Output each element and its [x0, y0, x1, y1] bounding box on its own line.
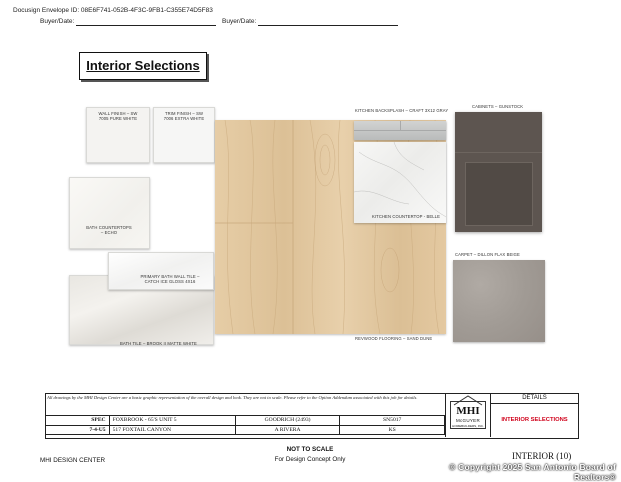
spec-cell: 7-4-U5	[46, 425, 110, 435]
not-to-scale-text: NOT TO SCALE	[286, 446, 334, 453]
kitchen-backsplash-swatch	[354, 121, 446, 140]
backsplash-grout	[354, 130, 446, 131]
buyer-date-label-1: Buyer/Date:	[40, 18, 75, 25]
carpet-swatch	[453, 260, 545, 342]
spec-cell: 517 FOXTAIL CANYON	[109, 425, 235, 435]
design-concept-text: For Design Concept Only	[274, 456, 346, 463]
spec-cell: A RIVERA	[235, 425, 340, 435]
spec-cell: KS	[340, 425, 445, 435]
bath-countertops-label: BATH COUNTERTOPS – ECHO	[86, 225, 132, 235]
buyer-date-line-1	[76, 25, 216, 26]
spec-cell: SPEC	[46, 416, 110, 426]
envelope-id: Docusign Envelope ID: 08E6F741-052B-4F3C-9FB1-C355E74D5F83	[13, 7, 213, 14]
kitchen-countertop-label: KITCHEN COUNTERTOP - BELLE	[372, 214, 440, 219]
marble-vein-graphic	[354, 142, 446, 223]
cabinets-swatch	[455, 112, 542, 232]
bath-tile-label: BATH TILE – BROOK II MATTE WHITE	[120, 341, 197, 346]
wall-finish-label: WALL FINISH – SW 7005 PURE WHITE	[98, 111, 138, 121]
carpet-label: CARPET – DILLON FLAX BEIGE	[455, 252, 520, 257]
logo-subtext: McGUYER	[455, 418, 481, 423]
buyer-date-label-2: Buyer/Date:	[222, 18, 257, 25]
flooring-label: REVWOOD FLOORING – SAND DUNE	[355, 336, 433, 341]
wall-finish-swatch	[86, 107, 150, 163]
kitchen-backsplash-label: KITCHEN BACKSPLASH – CRAFT 3X12 GRAY	[355, 108, 449, 113]
bath-countertops-swatch	[69, 177, 150, 249]
mhi-logo	[445, 393, 490, 437]
spec-row-2	[46, 425, 445, 435]
buyer-date-line-2	[258, 25, 398, 26]
page-reference: INTERIOR (10)	[512, 451, 572, 461]
spec-table	[45, 415, 445, 435]
primary-bath-wall-tile-label: PRIMARY BATH WALL TILE – CATCH ICE GLOSS 4X16	[140, 274, 200, 284]
logo-subtext-2: HOMEBUILDERS, INC.	[452, 424, 484, 428]
disclaimer-text: All drawings by the MHI Design Center are a basic graphic representation of the overall design and look. They are not to scale. Please refer to the Option Addendum associated with this job for details.	[47, 395, 418, 400]
page-title: Interior Selections	[86, 58, 200, 73]
logo-text: MHI	[456, 405, 480, 417]
details-header: DETAILS	[490, 393, 578, 404]
page-title-box	[79, 52, 207, 80]
cabinet-door-panel	[465, 162, 533, 226]
spec-cell: GOODRICH (2493)	[235, 416, 340, 426]
cabinet-rail	[455, 152, 542, 153]
cabinets-label: CABINETS – GUNSTOCK	[472, 104, 524, 109]
backsplash-joint	[400, 121, 401, 130]
details-value: INTERIOR SELECTIONS	[490, 404, 578, 437]
trim-finish-swatch	[153, 107, 215, 163]
trim-finish-label: TRIM FINISH – SW 7006 EXTRA WHITE	[163, 111, 205, 121]
spec-cell: FOXBROOK - 65'S UNIT 5	[109, 416, 235, 426]
kitchen-countertop-swatch	[354, 142, 446, 223]
copyright-watermark: © Copyright 2025 San Antonio Board of Realtors®	[449, 462, 616, 482]
primary-bath-wall-tile-swatch	[108, 252, 214, 290]
spec-row-1	[46, 416, 445, 426]
spec-cell: SN5017	[340, 416, 445, 426]
design-center-text: MHI DESIGN CENTER	[40, 457, 106, 464]
